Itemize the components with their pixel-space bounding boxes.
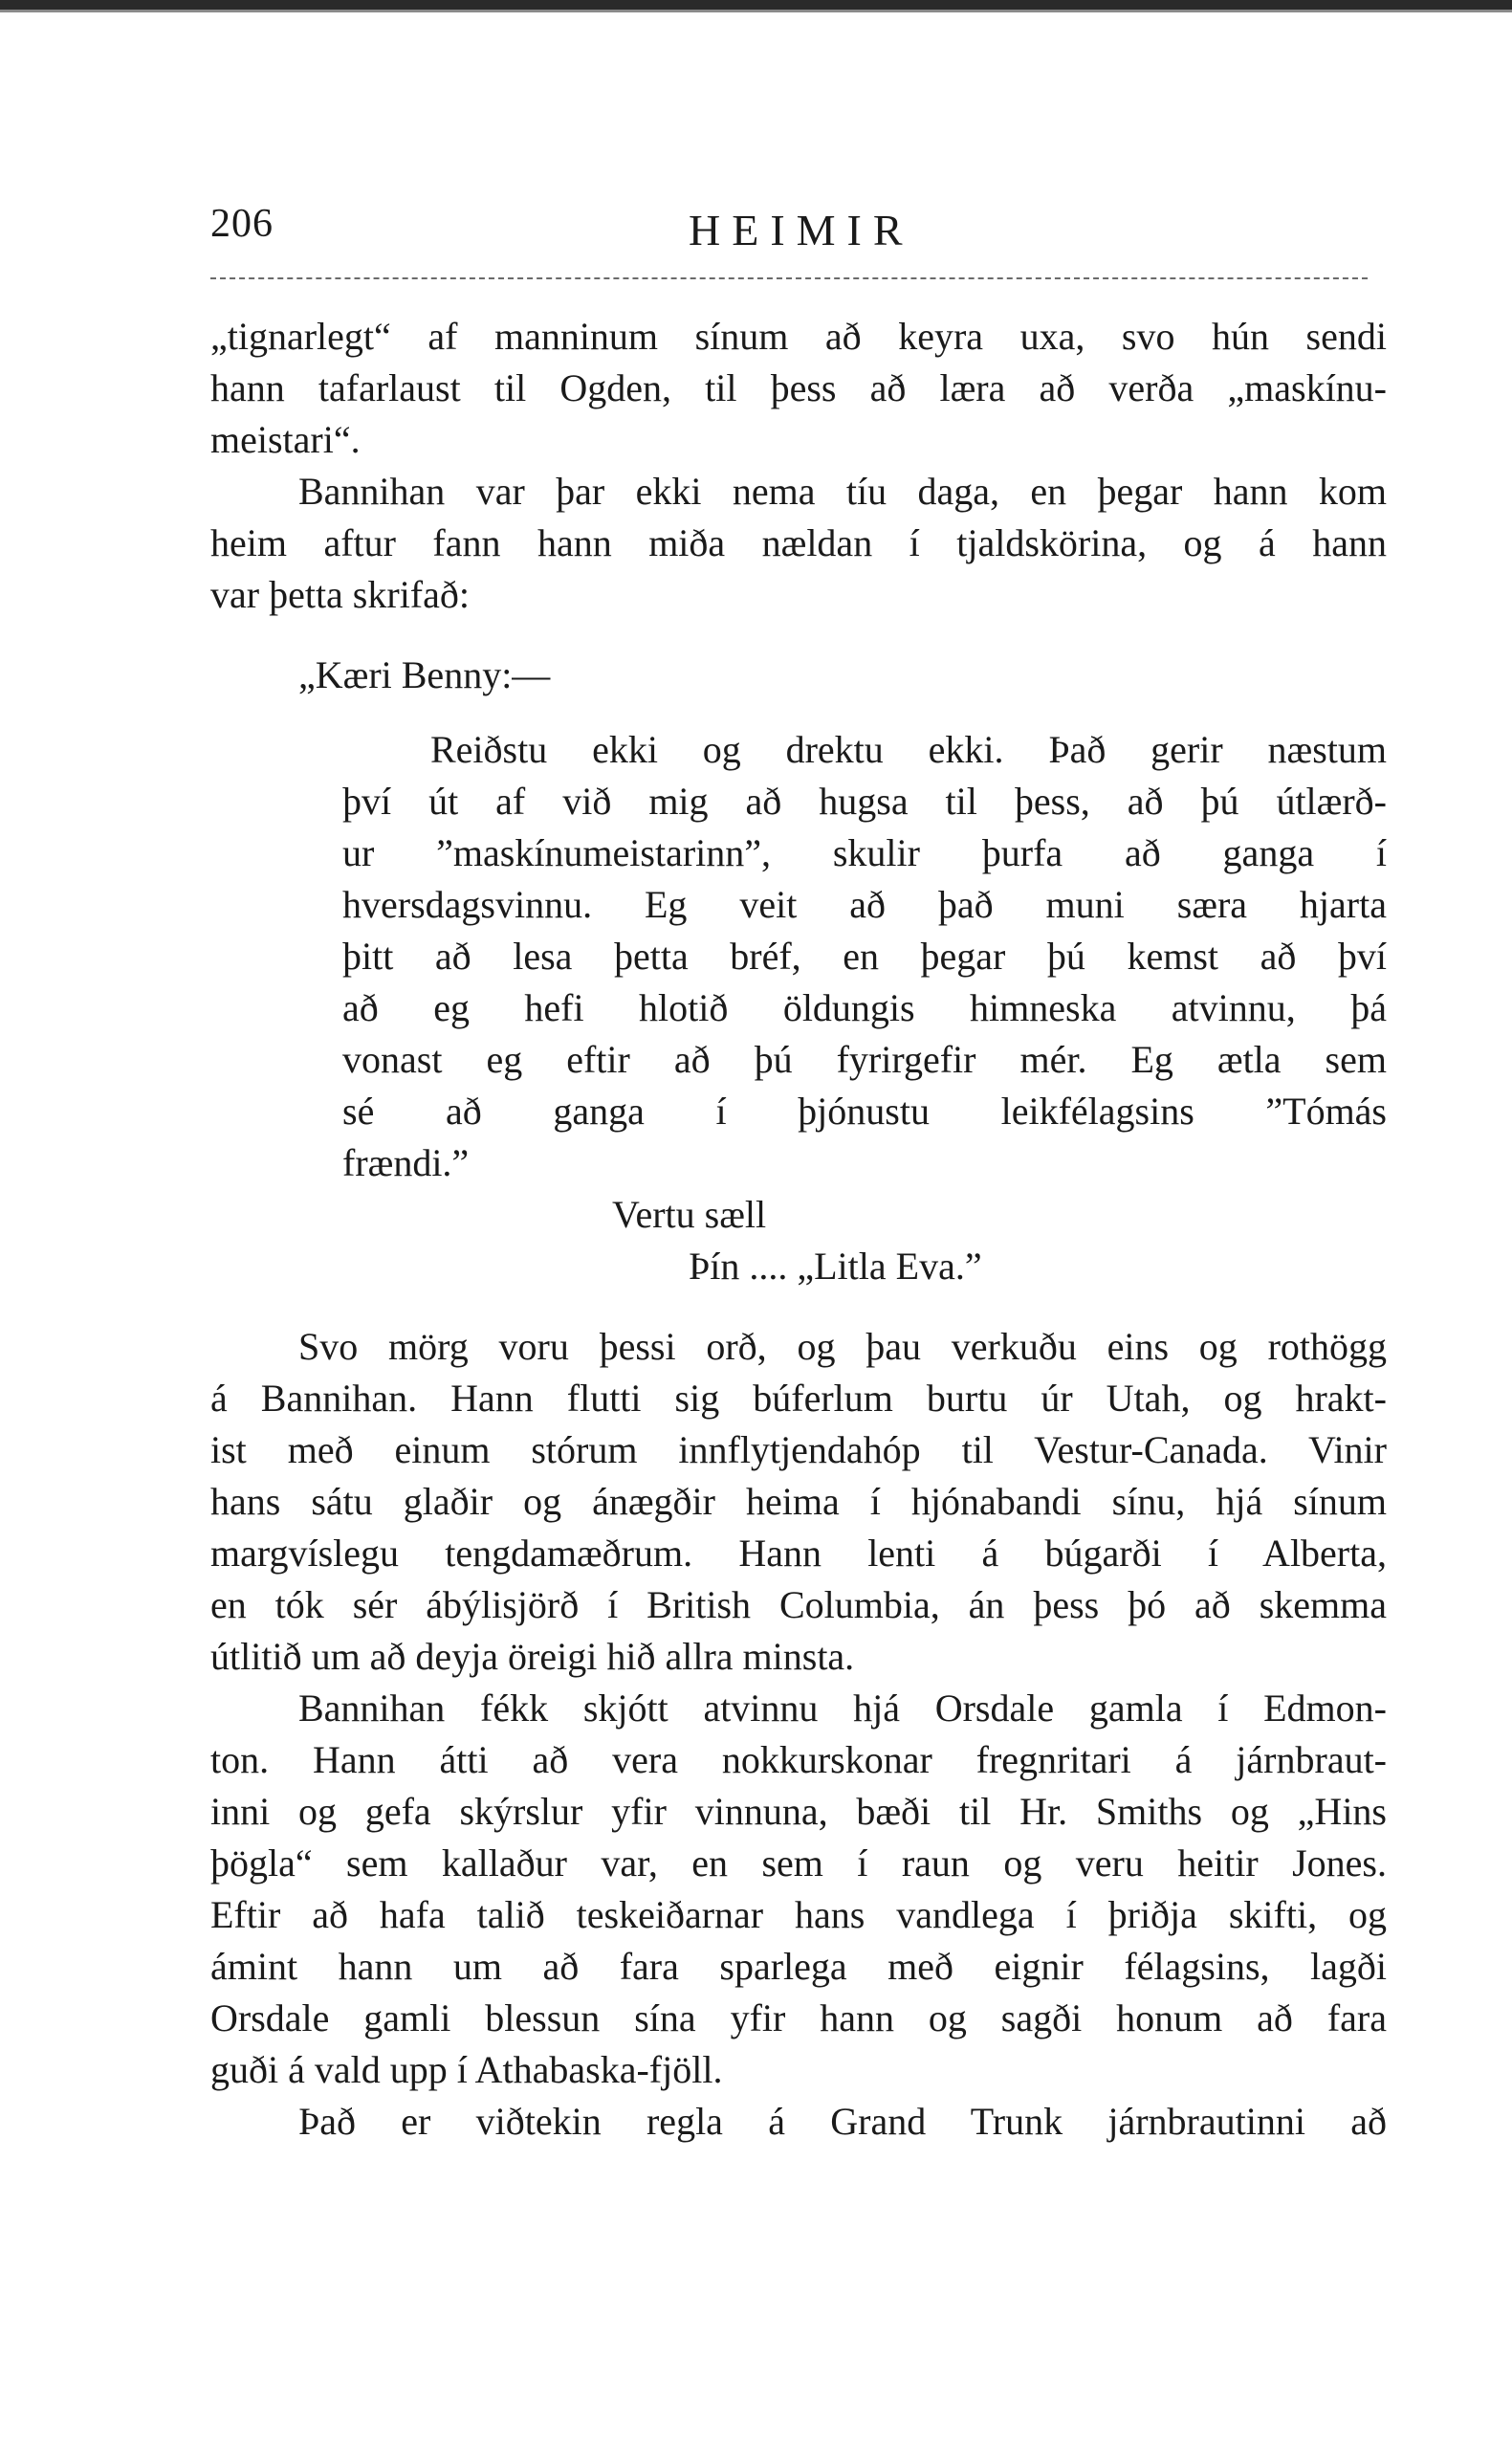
text-line: ist með einum stórum innflytjendahóp til Vestur-Canada. Vinir bbox=[210, 1428, 1387, 1471]
text-line: ámint hann um að fara sparlega með eignir félagsins, lagði bbox=[210, 1945, 1387, 1988]
text-line: meistari“. bbox=[210, 418, 361, 461]
letter-signature: Þín .... „Litla Eva.” bbox=[689, 1245, 982, 1288]
letter-body bbox=[210, 724, 1387, 1189]
body-text bbox=[210, 311, 1387, 2148]
text-line: hans sátu glaðir og ánægðir heima í hjónabandi sínu, hjá sínum bbox=[210, 1480, 1387, 1523]
text-line: Orsdale gamli blessun sína yfir hann og sagði honum að fara bbox=[210, 1996, 1387, 2039]
text-line: Reiðstu ekki og drektu ekki. Það gerir næstum bbox=[430, 728, 1387, 771]
text-line: Svo mörg voru þessi orð, og þau verkuðu eins og rothögg bbox=[298, 1325, 1387, 1368]
text-line: hann tafarlaust til Ogden, til þess að læra að verða „maskínu- bbox=[210, 366, 1387, 409]
text-line: margvíslegu tengdamæðrum. Hann lenti á búgarði í Alberta, bbox=[210, 1532, 1387, 1575]
text-line: ton. Hann átti að vera nokkurskonar fregnritari á járnbraut- bbox=[210, 1738, 1387, 1781]
paragraph-3 bbox=[210, 1321, 1387, 1683]
text-line: Eftir að hafa talið teskeiðarnar hans vandlega í þriðja skifti, og bbox=[210, 1893, 1387, 1936]
paragraph-5 bbox=[210, 2096, 1387, 2148]
text-line: inni og gefa skýrslur yfir vinnuna, bæði til Hr. Smiths og „Hins bbox=[210, 1790, 1387, 1833]
text-line: Bannihan var þar ekki nema tíu daga, en þegar hann kom bbox=[298, 470, 1387, 513]
text-line: vonast eg eftir að þú fyrirgefir mér. Eg ætla sem bbox=[342, 1038, 1387, 1081]
text-line: sé að ganga í þjónustu leikfélagsins ”Tómás bbox=[342, 1090, 1387, 1133]
text-line: að eg hefi hlotið öldungis himneska atvinnu, þá bbox=[342, 986, 1387, 1029]
top-edge-rule bbox=[0, 0, 1512, 10]
paragraph-4 bbox=[210, 1683, 1387, 2096]
letter bbox=[210, 650, 1387, 1292]
text-line: þitt að lesa þetta bréf, en þegar þú kemst að því bbox=[342, 935, 1387, 978]
paragraph-1 bbox=[210, 311, 1387, 466]
text-line: á Bannihan. Hann flutti sig búferlum burtu úr Utah, og hrakt- bbox=[210, 1377, 1387, 1420]
text-line: en tók sér ábýlisjörð í British Columbia, án þess þó að skemma bbox=[210, 1583, 1387, 1626]
top-edge-rule-thin bbox=[0, 10, 1512, 12]
text-line: frændi.” bbox=[342, 1141, 470, 1184]
text-line: guði á vald upp í Athabaska-fjöll. bbox=[210, 2048, 723, 2091]
text-line: „tignarlegt“ af manninum sínum að keyra uxa, svo hún sendi bbox=[210, 315, 1387, 358]
header-rule bbox=[210, 277, 1368, 279]
text-line: var þetta skrifað: bbox=[210, 573, 470, 616]
text-line: útlitið um að deyja öreigi hið allra minsta. bbox=[210, 1635, 855, 1678]
text-line: þögla“ sem kallaður var, en sem í raun og veru heitir Jones. bbox=[210, 1841, 1387, 1885]
letter-closing: Vertu sæll bbox=[612, 1193, 767, 1236]
text-line: Það er viðtekin regla á Grand Trunk járnbrautinni að bbox=[298, 2100, 1387, 2143]
text-line: því út af við mig að hugsa til þess, að þú útlærð- bbox=[342, 780, 1387, 823]
text-line: heim aftur fann hann miða nældan í tjaldskörina, og á hann bbox=[210, 521, 1387, 564]
page-number: 206 bbox=[210, 202, 274, 246]
running-head: HEIMIR bbox=[689, 206, 914, 254]
text-line: Bannihan fékk skjótt atvinnu hjá Orsdale gamla í Edmon- bbox=[298, 1686, 1387, 1730]
paragraph-2 bbox=[210, 466, 1387, 621]
text-line: ur ”maskínumeistarinn”, skulir þurfa að ganga í bbox=[342, 831, 1387, 874]
text-line: hversdagsvinnu. Eg veit að það muni særa hjarta bbox=[342, 883, 1387, 926]
letter-salutation: „Kæri Benny:— bbox=[298, 653, 551, 696]
page-header bbox=[210, 201, 1387, 268]
